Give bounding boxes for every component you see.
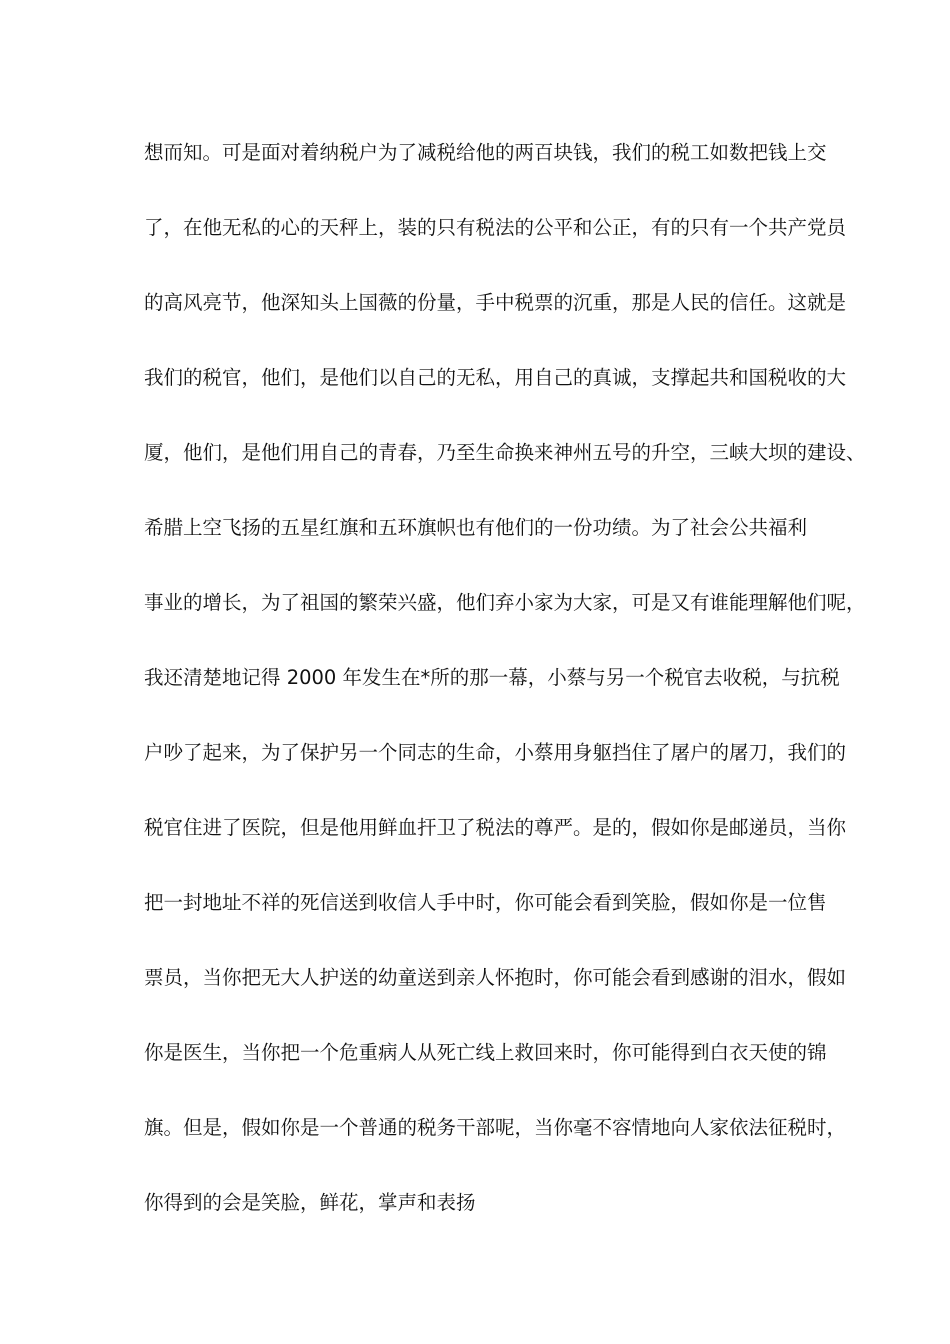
text-line: 票员，当你把无大人护送的幼童送到亲人怀抱时，你可能会看到感谢的泪水，假如: [144, 966, 847, 989]
text-line: 了，在他无私的心的天秤上，装的只有税法的公平和公正，有的只有一个共产党员: [144, 216, 847, 239]
body-text: [144, 133, 866, 1258]
text-line: 我们的税官，他们，是他们以自己的无私，用自己的真诚，支撑起共和国税收的大: [144, 366, 847, 389]
text-line: 把一封地址不祥的死信送到收信人手中时，你可能会看到笑脸，假如你是一位售: [144, 891, 827, 914]
text-line: 事业的增长，为了祖国的繁荣兴盛，他们弃小家为大家，可是又有谁能理解他们呢，: [144, 591, 866, 614]
text-line: 你是医生，当你把一个危重病人从死亡线上救回来时，你可能得到白衣天使的锦: [144, 1041, 827, 1064]
text-line: 旗。但是，假如你是一个普通的税务干部呢，当你毫不容情地向人家依法征税时，: [144, 1116, 847, 1139]
text-line: 我还清楚地记得 2000 年发生在*所的那一幕，小蔡与另一个税官去收税，与抗税: [144, 666, 840, 689]
text-line: 户吵了起来，为了保护另一个同志的生命，小蔡用身躯挡住了屠户的屠刀，我们的: [144, 741, 847, 764]
text-line: 税官住进了医院，但是他用鲜血扞卫了税法的尊严。是的，假如你是邮递员，当你: [144, 816, 847, 839]
text-line: 的高风亮节，他深知头上国薇的份量，手中税票的沉重，那是人民的信任。这就是: [144, 291, 847, 314]
text-line: 希腊上空飞扬的五星红旗和五环旗帜也有他们的一份功绩。为了社会公共福利: [144, 516, 808, 539]
text-line: 想而知。可是面对着纳税户为了减税给他的两百块钱，我们的税工如数把钱上交: [144, 141, 827, 164]
text-line: 你得到的会是笑脸，鲜花，掌声和表扬: [144, 1191, 476, 1214]
text-line: 厦，他们，是他们用自己的青春，乃至生命换来神州五号的升空，三峡大坝的建设、: [144, 441, 866, 464]
